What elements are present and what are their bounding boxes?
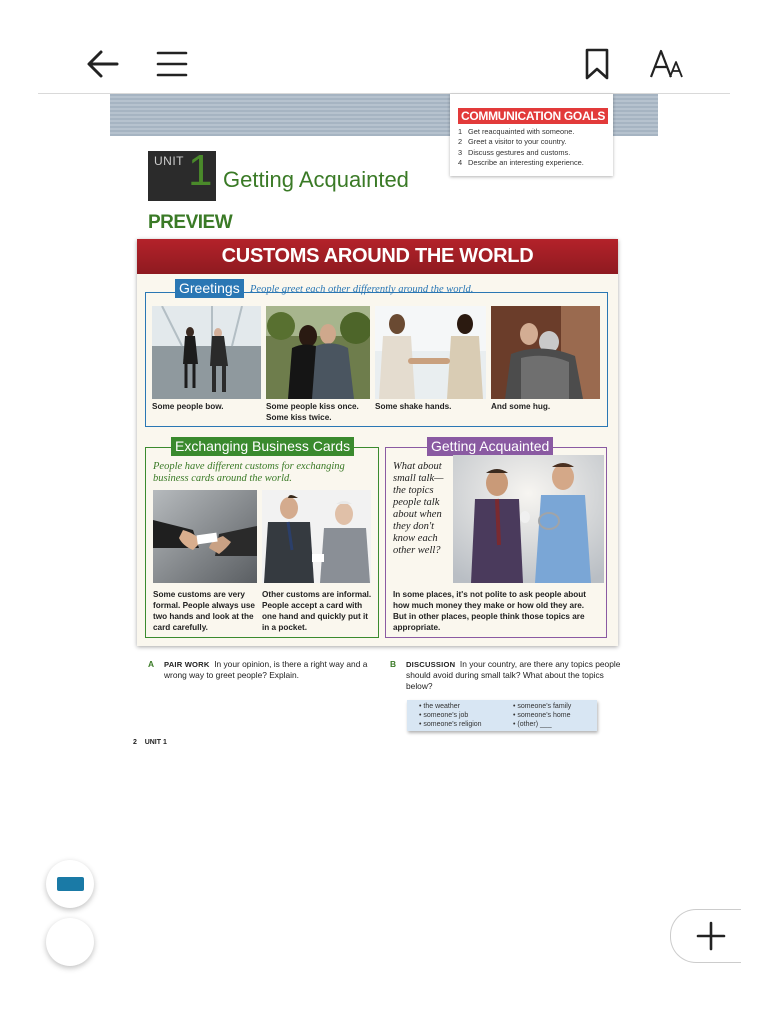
topic-item: • (other) ___	[513, 721, 552, 728]
top-toolbar	[0, 0, 768, 94]
topic-item: • someone's home	[513, 712, 571, 719]
photo-small-talk	[453, 455, 604, 583]
font-size-button[interactable]	[647, 44, 687, 84]
back-arrow-icon	[85, 49, 119, 79]
goal-item: 2 Greet a visitor to your country.	[458, 137, 567, 147]
caption-small-talk: In some places, it's not polite to ask people about how much money they make or how old they are. But in other places, people think those topics are appropriate.	[393, 590, 587, 632]
topics-box	[407, 700, 597, 731]
bookmark-icon	[584, 48, 610, 80]
exercise-a-text: In your opinion, is there a right way and a wrong way to greet people? Explain.	[164, 659, 368, 680]
poster-title: CUSTOMS AROUND THE WORLD	[137, 239, 618, 274]
photo-kissing	[266, 306, 370, 399]
exercise-b-tag: DISCUSSION	[406, 660, 456, 669]
business-cards-subtitle: People have different customs for exchanging business cards around the world.	[153, 461, 345, 484]
back-button[interactable]	[82, 44, 122, 84]
caption-shake: Some shake hands.	[375, 402, 452, 411]
goals-list	[458, 127, 584, 168]
topic-item: • the weather	[419, 703, 460, 710]
exercise-b-letter: B	[390, 659, 397, 669]
communication-goals-box	[450, 94, 613, 176]
page-number: 2	[133, 739, 137, 746]
goal-item: 4 Describe an interesting experience.	[458, 157, 584, 167]
plus-icon	[671, 910, 741, 962]
highlight-tool-button[interactable]	[46, 860, 94, 908]
caption-hug: And some hug.	[491, 402, 551, 411]
hamburger-menu-icon	[156, 50, 188, 78]
exercise-a-letter: A	[148, 659, 155, 669]
goals-heading: COMMUNICATION GOALS	[458, 108, 608, 124]
topic-item: • someone's religion	[419, 721, 482, 728]
exercise-a-tag: PAIR WORK	[164, 660, 210, 669]
getting-acquainted-label: Getting Acquainted	[427, 437, 553, 456]
book-page	[110, 94, 658, 754]
add-button[interactable]	[670, 909, 741, 963]
footer-unit: UNIT 1	[144, 739, 167, 746]
goal-item: 3 Discuss gestures and customs.	[458, 147, 571, 157]
topics-list-left	[419, 702, 482, 729]
caption-kiss: Some people kiss once. Some kiss twice.	[266, 402, 359, 422]
unit-number: 1	[188, 146, 213, 195]
greetings-label: Greetings	[175, 279, 244, 298]
highlight-tool-icon	[46, 860, 94, 908]
topic-item: • someone's family	[513, 703, 572, 710]
photo-hugging	[491, 306, 600, 399]
page-footer	[133, 739, 167, 746]
unit-label: UNIT	[154, 154, 184, 168]
business-cards-label: Exchanging Business Cards	[171, 437, 354, 456]
unit-badge	[148, 146, 216, 201]
topic-item: • someone's job	[419, 712, 469, 719]
exercise-a	[148, 659, 368, 681]
photo-card-two-hands	[153, 490, 257, 583]
greetings-subtitle: People greet each other differently around the world.	[250, 284, 474, 295]
caption-informal: Other customs are informal. People accept a card with one hand and quickly put it in a pocket.	[262, 590, 372, 632]
unit-title: Getting Acquainted	[223, 167, 409, 192]
small-talk-question: What about small talk—the topics people talk about when they don't know each other well?	[393, 461, 444, 556]
preview-heading: PREVIEW	[148, 212, 233, 233]
bookmark-button[interactable]	[577, 44, 617, 84]
caption-bow: Some people bow.	[152, 402, 224, 411]
tool-button-blank[interactable]	[46, 918, 94, 966]
photo-card-one-hand	[262, 490, 371, 583]
customs-poster	[137, 239, 618, 646]
exercise-b-text: In your country, are there any topics people should avoid during small talk? What about the topics below?	[406, 659, 621, 691]
photo-handshake	[375, 306, 486, 399]
photo-bowing	[152, 306, 261, 399]
font-size-icon	[649, 49, 685, 79]
topics-list-right	[513, 702, 571, 729]
menu-button[interactable]	[152, 44, 192, 84]
exercise-b	[390, 659, 622, 692]
caption-formal: Some customs are very formal. People always use two hands and look at the card carefully.	[153, 590, 255, 632]
goal-item: 1 Get reacquainted with someone.	[458, 127, 575, 136]
